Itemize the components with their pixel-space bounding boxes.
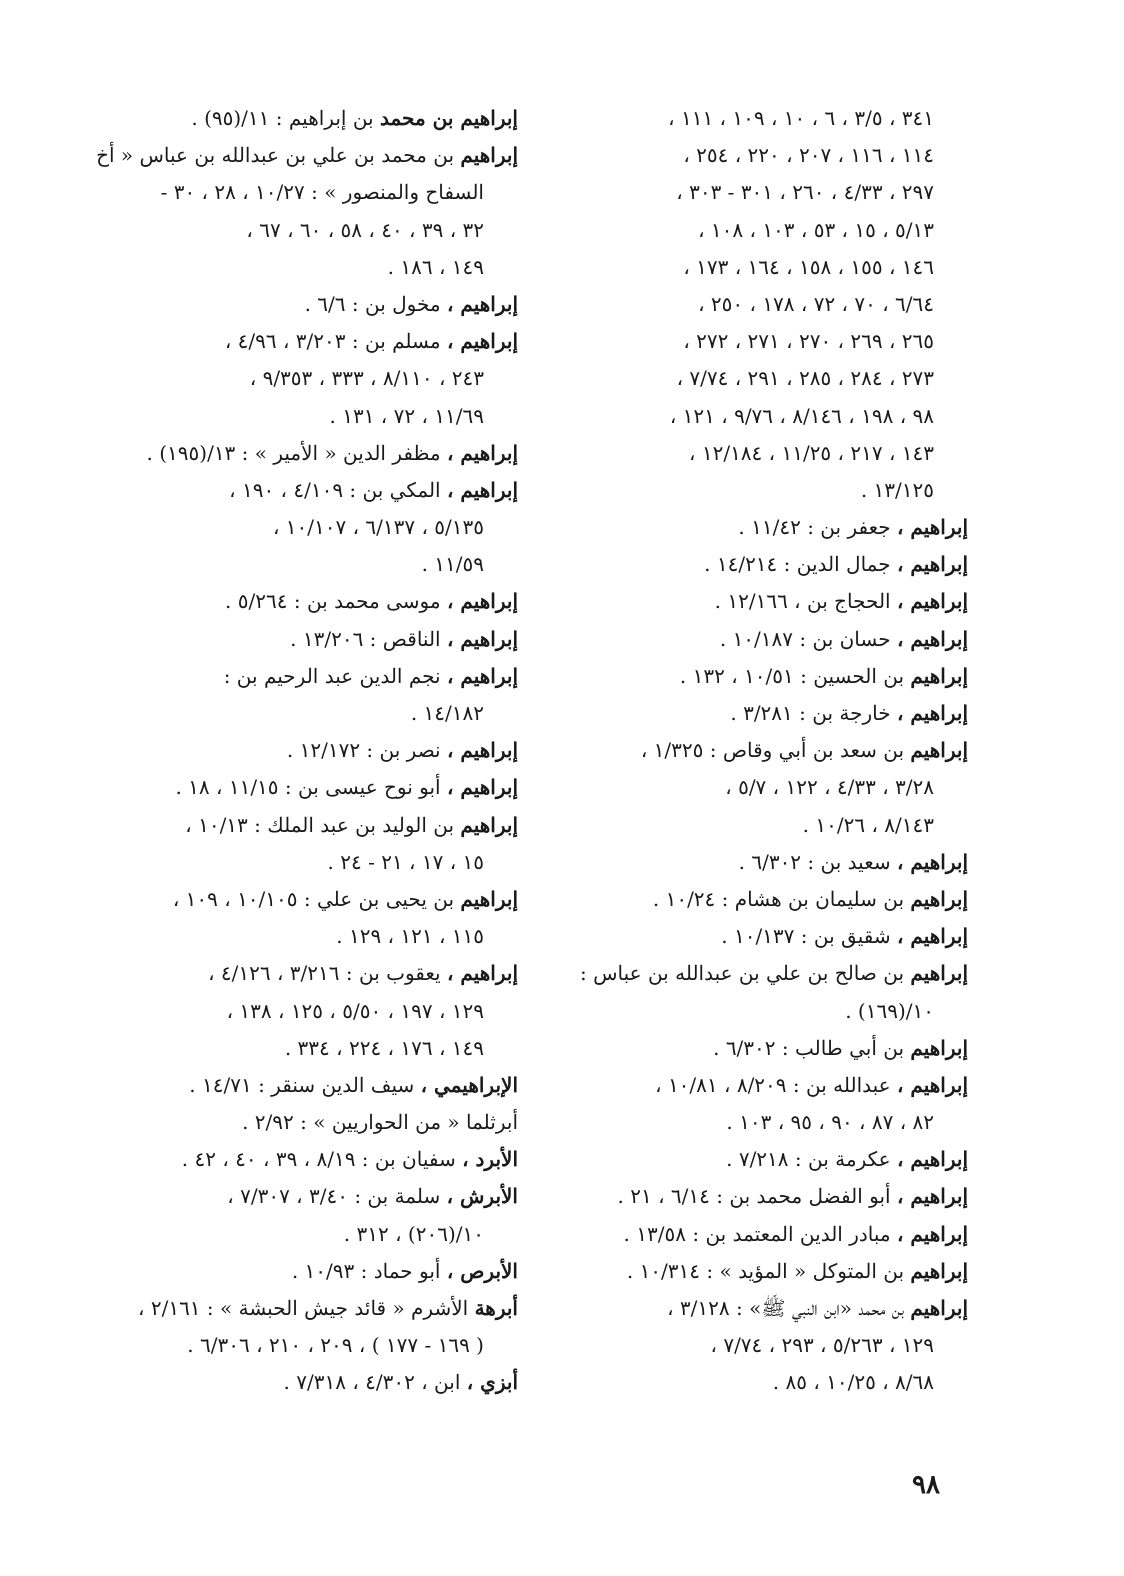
index-line <box>118 807 518 844</box>
index-column-right <box>568 100 968 1402</box>
entry-headword: إبراهيم ، <box>896 589 968 614</box>
index-line <box>568 1030 968 1067</box>
index-line <box>118 1290 518 1327</box>
index-line <box>118 1253 518 1290</box>
index-line <box>118 509 518 546</box>
entry-text: أبو نوح عيسى بن : ١١/١٥ ، ١٨ . <box>175 775 441 800</box>
entry-text: سعيد بن : ٦/٣٠٢ . <box>738 849 891 874</box>
index-line <box>118 1178 518 1215</box>
index-line <box>118 1141 518 1178</box>
index-line <box>568 546 968 583</box>
entry-headword: إبراهيم ، <box>446 626 518 651</box>
entry-text: ٢٩٧ ، ٤/٣٣ ، ٢٦٠ ، ٣٠١ - ٣٠٣ ، <box>676 180 934 205</box>
index-line <box>118 844 518 881</box>
index-line <box>118 398 518 435</box>
index-line <box>568 695 968 732</box>
entry-headword: إبراهيم ، <box>446 440 518 465</box>
index-line <box>568 955 968 992</box>
index-line <box>568 472 968 509</box>
entry-headword: إبراهيم <box>910 1035 968 1060</box>
index-line <box>118 1327 518 1364</box>
entry-headword: إبراهيم <box>460 812 518 837</box>
index-line <box>118 174 518 211</box>
entry-headword: أبزي ، <box>466 1370 518 1395</box>
entry-text: ١١٥ ، ١٢١ ، ١٢٩ . <box>336 924 484 949</box>
index-line <box>568 212 968 249</box>
entry-headword: إبراهيم ، <box>446 291 518 316</box>
index-line <box>568 1364 968 1401</box>
entry-text: ١١/٥٩ . <box>421 552 484 577</box>
entry-headword: إبراهيم ، <box>896 1184 968 1209</box>
entry-text: ١٤٦ ، ١٥٥ ، ١٥٨ ، ١٦٤ ، ١٧٣ ، <box>683 254 934 279</box>
entry-headword: إبراهيم <box>910 961 968 986</box>
index-line <box>568 1067 968 1104</box>
index-line <box>568 435 968 472</box>
index-line <box>568 993 968 1030</box>
index-line <box>568 137 968 174</box>
entry-text: حسان بن : ١٠/١٨٧ . <box>719 626 891 651</box>
entry-text: ١١٤ ، ١١٦ ، ٢٠٧ ، ٢٢٠ ، ٢٥٤ ، <box>683 143 934 168</box>
entry-text: ٣٢ ، ٣٩ ، ٤٠ ، ٥٨ ، ٦٠ ، ٦٧ ، <box>246 217 484 242</box>
entry-headword: إبراهيم ، <box>446 663 518 688</box>
index-line <box>568 1141 968 1178</box>
entry-headword: إبراهيم <box>460 886 518 911</box>
index-line <box>568 1290 968 1327</box>
entry-headword: إبراهيم <box>460 143 518 168</box>
entry-headword: إبراهيم <box>910 886 968 911</box>
index-line <box>96 137 518 174</box>
index-line <box>568 807 968 844</box>
entry-text: مبادر الدين المعتمد بن : ١٣/٥٨ . <box>623 1221 891 1246</box>
entry-headword: إبراهيم ، <box>446 477 518 502</box>
index-line <box>118 1030 518 1067</box>
index-line <box>118 212 518 249</box>
entry-text: أبو حماد : ١٠/٩٣ . <box>291 1258 441 1283</box>
entry-headword: إبراهيم ، <box>446 961 518 986</box>
entry-headword: إبراهيم <box>910 663 968 688</box>
entry-text: بن يحيى بن علي : ١٠/١٠٥ ، ١٠٩ ، <box>172 886 455 911</box>
entry-text: بن المتوكل « المؤيد » : ١٠/٣١٤ . <box>626 1258 905 1283</box>
entry-text: بن سليمان بن هشام : ١٠/٢٤ . <box>652 886 905 911</box>
entry-headword: إبراهيم <box>910 738 968 763</box>
entry-headword: الأبرص ، <box>446 1258 518 1283</box>
entry-text: ٨/٦٨ ، ١٠/٢٥ ، ٨٥ . <box>772 1370 934 1395</box>
index-line <box>568 360 968 397</box>
entry-headword: الأبرش ، <box>446 1184 518 1209</box>
entry-headword: إبراهيم ، <box>446 329 518 354</box>
index-line <box>568 769 968 806</box>
entry-text: ٢٦٥ ، ٢٦٩ ، ٢٧٠ ، ٢٧١ ، ٢٧٢ ، <box>683 329 934 354</box>
entry-text: ٥/١٣٥ ، ٦/١٣٧ ، ١٠/١٠٧ ، <box>272 515 484 540</box>
entry-text: مخول بن : ٦/٦ . <box>304 291 441 316</box>
entry-headword: إبراهيم ، <box>446 775 518 800</box>
entry-text: الناقص : ١٣/٢٠٦ . <box>290 626 441 651</box>
entry-text: بن محمد بن علي بن عبدالله بن عباس « أخ <box>96 143 455 168</box>
entry-headword: إبراهيم ، <box>896 515 968 540</box>
entry-text: ١١/٦٩ ، ٧٢ ، ١٣١ . <box>329 403 484 428</box>
entry-headword: إبراهيم ، <box>896 1072 968 1097</box>
entry-text: سلمة بن : ٣/٤٠ ، ٧/٣٠٧ ، <box>227 1184 441 1209</box>
index-line <box>118 286 518 323</box>
index-line <box>568 100 968 137</box>
entry-text: بن أبي طالب : ٦/٣٠٢ . <box>713 1035 905 1060</box>
entry-text: ٨٢ ، ٨٧ ، ٩٠ ، ٩٥ ، ١٠٣ . <box>726 1110 934 1135</box>
index-column-left <box>96 100 518 1402</box>
index-line <box>568 249 968 286</box>
entry-headword: إبراهيم ، <box>896 924 968 949</box>
entry-text: ٣/٢٨ ، ٤/٣٣ ، ١٢٢ ، ٥/٧ ، <box>725 775 934 800</box>
index-line <box>118 1364 518 1401</box>
entry-text: أبو الفضل محمد بن : ٦/١٤ ، ٢١ . <box>617 1184 891 1209</box>
entry-text: ٢٧٣ ، ٢٨٤ ، ٢٨٥ ، ٢٩١ ، ٧/٧٤ ، <box>676 366 934 391</box>
entry-text: شقيق بن : ١٠/١٣٧ . <box>721 924 891 949</box>
index-line <box>118 1067 518 1104</box>
entry-text: ١٢٩ ، ١٩٧ ، ٥/٥٠ ، ١٢٥ ، ١٣٨ ، <box>226 998 484 1023</box>
entry-text: ٥/١٣ ، ١٥ ، ٥٣ ، ١٠٣ ، ١٠٨ ، <box>698 217 934 242</box>
index-line <box>568 323 968 360</box>
index-line <box>118 472 518 509</box>
index-line <box>568 1104 968 1141</box>
index-line <box>568 583 968 620</box>
index-line <box>568 1327 968 1364</box>
entry-headword: إبراهيم بن محمد <box>379 106 518 130</box>
index-line <box>568 1253 968 1290</box>
entry-headword: الأبرد ، <box>462 1147 518 1172</box>
entry-text: بن سعد بن أبي وقاص : ١/٣٢٥ ، <box>640 738 905 763</box>
index-line <box>568 509 968 546</box>
entry-text: الحجاج بن ، ١٢/١٦٦ . <box>714 589 891 614</box>
entry-text: بن الوليد بن عبد الملك : ١٠/١٣ ، <box>185 812 455 837</box>
index-line <box>118 100 518 137</box>
entry-headword: الإبراهيمي ، <box>420 1072 518 1097</box>
index-line <box>568 881 968 918</box>
index-line <box>568 621 968 658</box>
index-line <box>568 658 968 695</box>
entry-text: ١٢٩ ، ٥/٢٦٣ ، ٢٩٣ ، ٧/٧٤ ، <box>710 1333 934 1358</box>
entry-headword: إبراهيم <box>910 1296 968 1320</box>
entry-text: بن الحسين : ١٠/٥١ ، ١٣٢ . <box>679 663 905 688</box>
index-line <box>118 249 518 286</box>
entry-text: عكرمة بن : ٧/٢١٨ . <box>726 1147 891 1172</box>
index-line <box>118 955 518 992</box>
entry-text: ٨/١٤٣ ، ١٠/٢٦ . <box>802 812 934 837</box>
entry-text: نجم الدين عبد الرحيم بن : <box>223 663 441 688</box>
index-line <box>118 323 518 360</box>
entry-text: مظفر الدين « الأمير » : ١٣/(١٩٥) . <box>146 440 441 465</box>
index-line <box>118 583 518 620</box>
entry-headword: أبرهة <box>474 1296 518 1320</box>
index-line <box>118 881 518 918</box>
index-line <box>118 658 518 695</box>
entry-text: عبدالله بن : ٨/٢٠٩ ، ١٠/٨١ ، <box>655 1072 891 1097</box>
entry-text: بن صالح بن علي بن عبدالله بن عباس : <box>580 961 905 986</box>
index-line <box>568 286 968 323</box>
entry-text: ( ١٦٩ - ١٧٧ ) ، ٢٠٩ ، ٢١٠ ، ٦/٣٠٦ . <box>187 1333 484 1358</box>
entry-headword: إبراهيم ، <box>896 1147 968 1172</box>
entry-text: المكي بن : ٤/١٠٩ ، ١٩٠ ، <box>229 477 441 502</box>
index-line <box>118 360 518 397</box>
entry-text: سفيان بن : ٨/١٩ ، ٣٩ ، ٤٠ ، ٤٢ . <box>181 1147 456 1172</box>
index-line <box>568 844 968 881</box>
entry-headword: إبراهيم ، <box>896 849 968 874</box>
entry-text: ابن ، ٤/٣٠٢ ، ٧/٣١٨ . <box>283 1370 461 1395</box>
entry-text: ٩٨ ، ١٩٨ ، ٨/١٤٦ ، ٩/٧٦ ، ١٢١ ، <box>669 403 934 428</box>
entry-text: ١٥ ، ١٧ ، ٢١ - ٢٤ . <box>327 849 484 874</box>
entry-text: أبرثلما « من الحواريين » : ٢/٩٢ . <box>242 1110 518 1135</box>
entry-text: ١٣/١٢٥ . <box>860 477 934 502</box>
index-line <box>118 732 518 769</box>
entry-headword: إبراهيم ، <box>446 738 518 763</box>
entry-text: ٢٤٣ ، ٨/١١٠ ، ٣٣٣ ، ٩/٣٥٣ ، <box>249 366 484 391</box>
index-line <box>118 1104 518 1141</box>
entry-headword: إبراهيم ، <box>446 589 518 614</box>
index-line <box>568 398 968 435</box>
index-line <box>118 546 518 583</box>
entry-headword: إبراهيم ، <box>896 1221 968 1246</box>
entry-text: ١٠/(٢٠٦) ، ٣١٢ . <box>343 1221 484 1246</box>
entry-text: يعقوب بن : ٣/٢١٦ ، ٤/١٢٦ ، <box>208 961 441 986</box>
entry-text: ١٠/(١٦٩) . <box>845 998 934 1023</box>
entry-text: نصر بن : ١٢/١٧٢ . <box>286 738 441 763</box>
entry-text: بن إبراهيم : ١١/(٩٥) . <box>191 106 374 130</box>
entry-text: ٦/٦٤ ، ٧٠ ، ٧٢ ، ١٧٨ ، ٢٥٠ ، <box>698 291 934 316</box>
entry-text: موسى محمد بن : ٥/٢٦٤ . <box>225 589 441 614</box>
index-line <box>568 918 968 955</box>
index-line <box>118 695 518 732</box>
entry-headword: إبراهيم ، <box>896 701 968 725</box>
entry-text: ١٤٩ ، ١٨٦ . <box>387 254 484 279</box>
index-line <box>568 732 968 769</box>
entry-headword: إبراهيم ، <box>896 552 968 577</box>
entry-text: مسلم بن : ٣/٢٠٣ ، ٤/٩٦ ، <box>224 329 441 354</box>
index-line <box>568 1178 968 1215</box>
entry-text: خارجة بن : ٣/٢٨١ . <box>730 701 891 725</box>
entry-text: ١٤٣ ، ٢١٧ ، ١١/٢٥ ، ١٢/١٨٤ ، <box>689 440 934 465</box>
entry-headword: إبراهيم ، <box>896 626 968 651</box>
index-line <box>568 1216 968 1253</box>
index-line <box>118 1216 518 1253</box>
index-line <box>118 993 518 1030</box>
index-line <box>118 621 518 658</box>
index-line <box>118 918 518 955</box>
index-line <box>118 435 518 472</box>
entry-text: جعفر بن : ١١/٤٢ . <box>738 515 891 540</box>
index-line <box>568 174 968 211</box>
entry-text: ٣٤١ ، ٣/٥ ، ٦ ، ١٠ ، ١٠٩ ، ١١١ ، <box>668 106 934 130</box>
entry-text: ١٤/١٨٢ . <box>410 701 484 725</box>
entry-text: بن محمد «ابن النبي ﷺ» : ٣/١٢٨ ، <box>667 1296 905 1320</box>
entry-text: الأشرم « قائد جيش الحبشة » : ٢/١٦١ ، <box>138 1296 469 1320</box>
index-line <box>118 769 518 806</box>
entry-text: ١٤٩ ، ١٧٦ ، ٢٢٤ ، ٣٣٤ . <box>284 1035 484 1060</box>
entry-text: جمال الدين : ١٤/٢١٤ . <box>704 552 891 577</box>
page-number: ٩٨ <box>912 1470 940 1500</box>
entry-text: السفاح والمنصور » : ١٠/٢٧ ، ٢٨ ، ٣٠ - <box>160 180 484 205</box>
entry-text: سيف الدين سنقر : ١٤/٧١ . <box>189 1072 415 1097</box>
entry-headword: إبراهيم <box>910 1258 968 1283</box>
